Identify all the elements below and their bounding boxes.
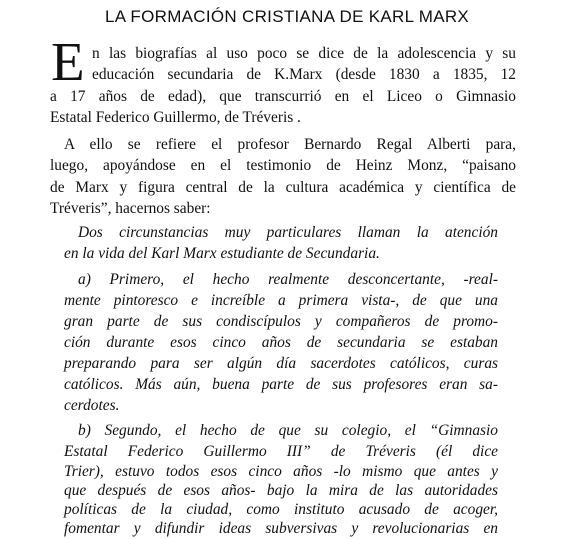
quote-line: católicos. Más aún, buena parte de sus profesores eran sa-: [64, 376, 498, 393]
quote-line: Estatal Federico Guillermo III” de Tréveris (él dice: [64, 443, 498, 460]
paragraph-line: n las biografías al uso poco se dice de la adolescencia y su: [92, 45, 516, 62]
paragraph-line: A ello se refiere el profesor Bernardo Regal Alberti para,: [64, 136, 516, 153]
quote-line: a) Primero, el hecho realmente desconcertante, -real-: [78, 271, 498, 288]
paragraph-line: luego, apoyándose en el testimonio de Heinz Monz, “paisano: [50, 157, 516, 174]
quote-line: ción durante esos cinco años de secundaria se estaban: [64, 334, 498, 351]
paragraph-line: a 17 años de edad), que transcurrió en el Liceo o Gimnasio: [50, 88, 516, 105]
chapter-title: LA FORMACIÓN CRISTIANA DE KARL MARX: [104, 7, 470, 26]
quote-line: mente pintoresco e increíble a primera vista-, de que una: [64, 292, 498, 309]
drop-cap-letter: E: [51, 40, 85, 84]
paragraph-line: de Marx y figura central de la cultura académica y científica de: [50, 179, 516, 196]
paragraph-line: educación secundaria de K.Marx (desde 1830 a 1835, 12: [92, 66, 516, 83]
paragraph-line: Estatal Federico Guillermo, de Tréveris .: [50, 109, 301, 126]
quote-line: Dos circunstancias muy particulares llaman la atención: [78, 224, 498, 241]
quote-line: Trier), estuvo todos esos cinco años -lo mismo que antes y: [64, 463, 498, 480]
quote-line: fomentar y difundir ideas subversivas y revolucionarias en: [64, 520, 498, 537]
quote-line: preparando para ser algún día sacerdotes católicos, curas: [64, 355, 498, 372]
quote-line: políticas de la ciudad, como instituto acusado de acoger,: [64, 501, 498, 518]
paragraph-line: Tréveris”, hacernos saber:: [50, 200, 211, 217]
quote-line: gran parte de sus condiscípulos y compañeros de promo-: [64, 313, 498, 330]
quote-line: b) Segundo, el hecho de que su colegio, el “Gimnasio: [78, 422, 498, 439]
quote-line: cerdotes.: [64, 397, 120, 414]
quote-line: que después de esos años- bajo la mira de las autoridades: [64, 482, 498, 499]
quote-line: en la vida del Karl Marx estudiante de Secundaria.: [64, 245, 380, 262]
